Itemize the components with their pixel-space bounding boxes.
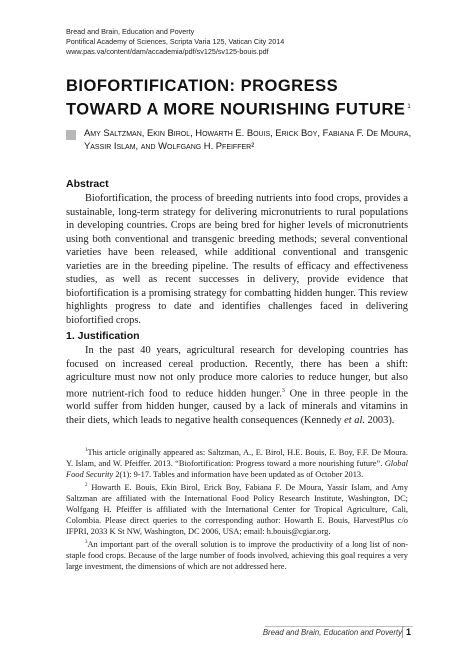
running-footer: Bread and Brain, Education and Poverty (262, 628, 402, 637)
footnote-3 (66, 537, 408, 572)
justification-paragraph (66, 344, 408, 427)
abstract-paragraph: Biofortification, the process of breeding nutrients into food crops, provides a sustainable, long-term strategy for delivering micronutrients to rural populations in developing countries. Crops are being bred for higher levels of micronutrients using both conventional and transgenic breeding methods; several conventional varieties have been released, while additional conventional and transgenic varieties are in the breeding pipeline. The results of efficacy and effectiveness studies, as well as recent successes in delivery, provide evidence that biofortification is a promising strategy for combatting hidden hunger. This review highlights progress to date and identifies challenges faced in delivering biofortified crops. (66, 193, 408, 326)
footnotes (66, 445, 408, 572)
footnote-1-text-a: This article originally appeared as: Saltzman, A., E. Birol, H.E. Bouis, E. Boy, F.F. De Moura. Y. Islam, and W. Pfeiffer. 2013. “Biofortification: Progress toward a more nourishing future”. (66, 447, 408, 468)
title-line-1: BIOFORTIFICATION: PROGRESS (66, 77, 339, 95)
footer-rule (265, 626, 413, 627)
footnote-1-journal: Global Food Security (66, 458, 408, 479)
title-line-2-text: TOWARD A MORE NOURISHING FUTURE (66, 100, 406, 119)
footnote-3-text: An important part of the overall solution is to improve the productivity of a long list of non-staple food crops. Because of the large number of foods involved, achieving this goal requires a very large investment, the dimensions of which are not addressed here. (66, 540, 408, 572)
footnote-2 (66, 480, 408, 537)
justification-heading: 1. Justification (66, 330, 140, 342)
publication-title: Bread and Brain, Education and Poverty (66, 27, 195, 36)
title-line-2 (66, 97, 426, 121)
justification-et-al: et al. (344, 414, 365, 426)
footer-divider (402, 626, 403, 638)
abstract-heading: Abstract (66, 178, 109, 190)
justification-text-1: In the past 40 years, agricultural research for developing countries has focused on increased cereal production. Recently, there has been a shift: agriculture must now not only produce more calories to reduce hunger, but also more nutrient-rich food to reduce hidden hunger. (66, 345, 408, 399)
footnote-1 (66, 445, 408, 480)
justification-text-2: One in three people in the world suffer from hidden hunger, caused by a lack of minerals and vitamins in their diets, which leads to negative health consequences (Kennedy (66, 387, 408, 426)
article-title (66, 76, 426, 121)
justification-text-3: 2003). (364, 414, 395, 426)
title-footnote-mark: 1 (407, 104, 412, 110)
footnote-2-text: Howarth E. Bouis, Ekin Birol, Erick Boy, Fabiana F. De Moura, Yassir Islam, and Amy Saltzman are affiliated with the International Food Policy Research Institute, Washington, DC; Wolfgang H. Pfeiffer is affiliated with the International Center for Tropical Agriculture, Cali, Colombia. Please direct queries to the corresponding author: Howarth E. Bouis, HarvestPlus c/o IFPRI, 2033 K St NW, Washington, DC 2006, USA; email: h.bouis@cgiar.org. (66, 482, 409, 537)
publication-series: Pontifical Academy of Sciences, Scripta Varia 125, Vatican City 2014 (66, 37, 285, 46)
publication-url: www.pas.va/content/dam/accademia/pdf/sv125/sv125-bouis.pdf (66, 47, 269, 56)
footnote-1-text-b: 2(1): 9-17. Tables and information have been updated as of October 2013. (113, 469, 364, 479)
author-list: Amy Saltzman, Ekin Birol, Howarth E. Bouis, Erick Boy, Fabiana F. De Moura, Yassir Islam, and Wolfgang H. Pfeiffer² (84, 127, 412, 151)
footnote-2-mark: 2 (85, 483, 88, 489)
footnote-3-mark: 3 (85, 540, 88, 546)
footnote-1-mark: 1 (85, 448, 88, 453)
author-bullet-box (66, 130, 76, 140)
justification-footnote-ref: 3 (281, 387, 285, 394)
page-number: 1 (406, 627, 412, 637)
publication-note (66, 27, 284, 57)
